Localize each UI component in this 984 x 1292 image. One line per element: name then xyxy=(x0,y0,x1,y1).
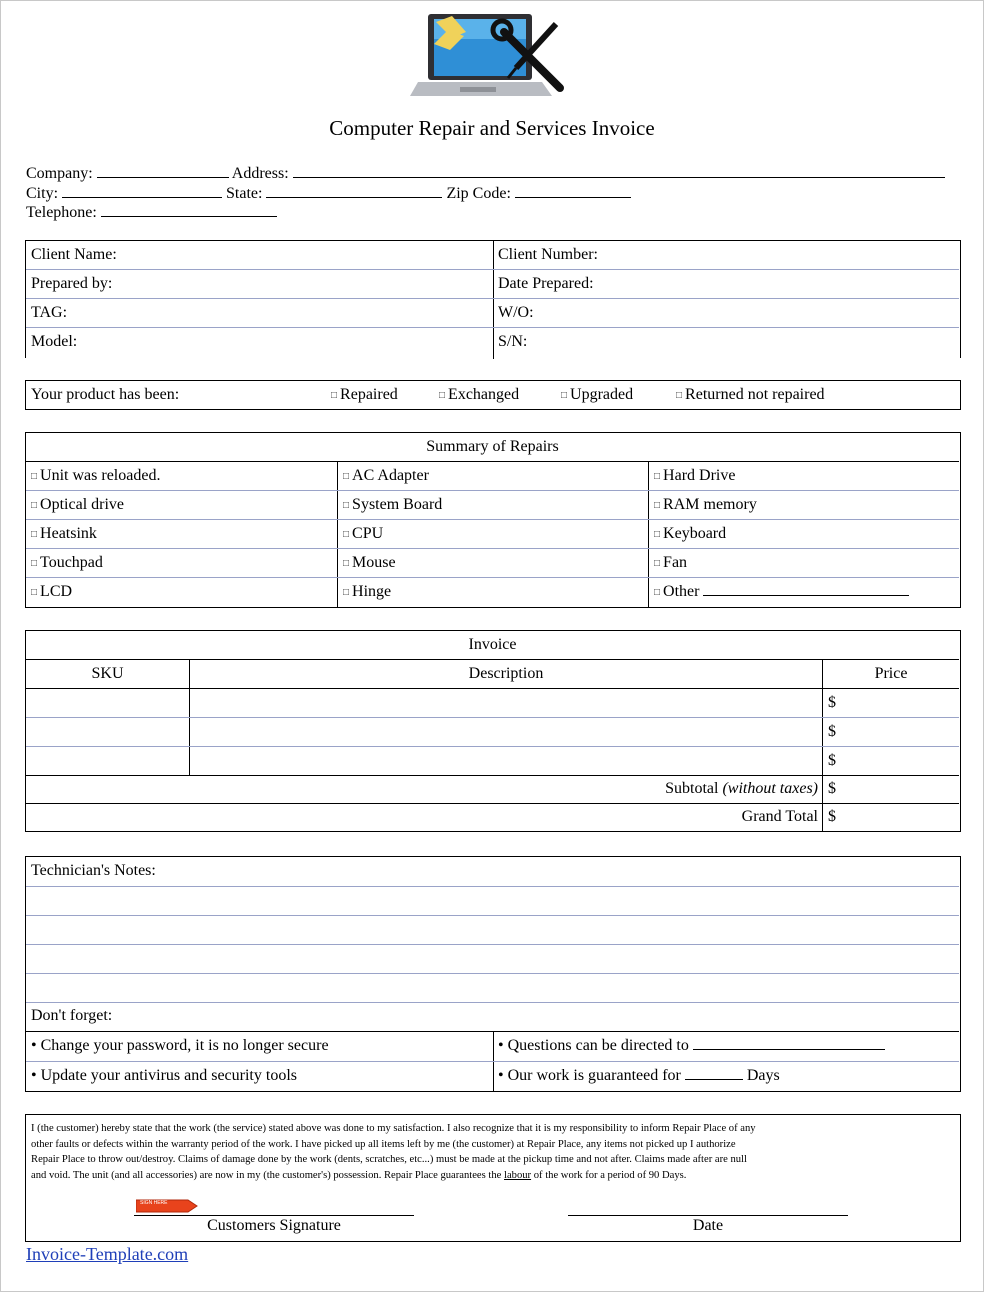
telephone-label: Telephone: xyxy=(26,204,97,221)
checkbox-icon: □ xyxy=(31,587,38,598)
option-repaired[interactable]: □ Repaired xyxy=(331,386,398,403)
tip-update-antivirus: • Update your antivirus and security tools xyxy=(31,1067,297,1084)
page-title: Computer Repair and Services Invoice xyxy=(329,116,655,140)
notes-line-2[interactable] xyxy=(26,916,959,944)
checkbox-icon: □ xyxy=(31,471,38,482)
model-field[interactable]: Model: xyxy=(31,333,78,350)
subtotal-label: Subtotal (without taxes) xyxy=(665,780,818,797)
telephone-field[interactable] xyxy=(101,201,277,217)
dont-forget-label: Don't forget: xyxy=(31,1007,113,1024)
tip-questions: • Questions can be directed to xyxy=(493,1032,885,1060)
client-name-field[interactable]: Client Name: xyxy=(31,246,117,263)
notes-line-1[interactable] xyxy=(26,887,959,915)
checkbox-icon: □ xyxy=(439,390,446,401)
invoice-title: Invoice xyxy=(468,636,517,653)
signature-line[interactable] xyxy=(134,1215,414,1216)
grand-total-value[interactable]: $ xyxy=(828,808,836,825)
wo-field[interactable]: W/O: xyxy=(498,304,534,321)
checkbox-icon: □ xyxy=(654,471,661,482)
repair-optical-drive[interactable]: □ Optical drive xyxy=(31,496,125,513)
repair-unit-reloaded[interactable]: □ Unit was reloaded. xyxy=(31,467,161,484)
price-cell-3[interactable]: $ xyxy=(828,752,836,769)
signature-label: Customers Signature xyxy=(207,1217,341,1234)
checkbox-icon: □ xyxy=(331,390,338,401)
col-sku: SKU xyxy=(91,665,124,682)
checkbox-icon: □ xyxy=(343,500,350,511)
zip-label: Zip Code: xyxy=(446,185,511,202)
city-label: City: xyxy=(26,185,59,202)
repair-fan[interactable]: □ Fan xyxy=(654,554,688,571)
checkbox-icon: □ xyxy=(343,587,350,598)
address-label: Address: xyxy=(231,165,289,182)
product-status-label: Your product has been: xyxy=(31,386,180,403)
checkbox-icon: □ xyxy=(31,529,38,540)
checkbox-icon: □ xyxy=(343,558,350,569)
date-line[interactable] xyxy=(568,1215,848,1216)
sign-here-tag-icon: SIGN HERE xyxy=(136,1198,198,1219)
prepared-by-field[interactable]: Prepared by: xyxy=(31,275,113,292)
repair-hard-drive[interactable]: □ Hard Drive xyxy=(654,467,736,484)
company-field[interactable] xyxy=(97,162,229,178)
agreement-section xyxy=(25,1114,961,1242)
repairs-title: Summary of Repairs xyxy=(426,438,559,455)
company-row xyxy=(26,162,966,183)
repair-ac-adapter[interactable]: □ AC Adapter xyxy=(343,467,429,484)
description-cell-2[interactable] xyxy=(190,718,822,746)
telephone-row xyxy=(26,201,277,222)
description-cell-1[interactable] xyxy=(190,689,822,717)
date-label: Date xyxy=(692,1217,724,1234)
tag-field[interactable]: TAG: xyxy=(31,304,68,321)
company-label: Company: xyxy=(26,165,93,182)
checkbox-icon: □ xyxy=(676,390,683,401)
invoice-table xyxy=(25,630,961,832)
repair-hinge[interactable]: □ Hinge xyxy=(343,583,392,600)
checkbox-icon: □ xyxy=(343,471,350,482)
laptop-with-tools-icon xyxy=(410,10,570,102)
option-upgraded[interactable]: □ Upgraded xyxy=(561,386,634,403)
product-status-row xyxy=(25,380,961,410)
repair-ram-memory[interactable]: □ RAM memory xyxy=(654,496,757,513)
tip-guarantee: • Our work is guaranteed for Days xyxy=(493,1062,780,1090)
notes-line-4[interactable] xyxy=(26,974,959,1002)
technician-notes-label: Technician's Notes: xyxy=(31,862,156,879)
sn-field[interactable]: S/N: xyxy=(498,333,528,350)
repair-cpu[interactable]: □ CPU xyxy=(343,525,384,542)
summary-of-repairs-table xyxy=(25,432,961,608)
checkbox-icon: □ xyxy=(654,587,661,598)
checkbox-icon: □ xyxy=(654,558,661,569)
guarantee-days-field[interactable] xyxy=(685,1064,743,1080)
agreement-text: I (the customer) hereby state that the work (the service) stated above was done to my satisfaction. I also recognize that it is my responsibility to inform Repair Place of any other faults or defects within the warranty period of the work. I have picked up all items left by me (the customer) at Repair Place, any items not picked up I authorize Repair Place to throw out/destroy. Claims of damage done by the work (dents, scratches, etc...) must be made at the pickup time and not after. Claims made after are null and void. The unit (and all accessories) are now in my (the customer's) possession. Repair Place guarantees the labour of the work for a period of 90 Days. xyxy=(31,1123,756,1181)
footer-link[interactable]: Invoice-Template.com xyxy=(26,1244,189,1264)
repair-touchpad[interactable]: □ Touchpad xyxy=(31,554,103,571)
checkbox-icon: □ xyxy=(654,529,661,540)
description-cell-3[interactable] xyxy=(190,747,822,775)
repair-system-board[interactable]: □ System Board xyxy=(343,496,443,513)
checkbox-icon: □ xyxy=(31,500,38,511)
option-exchanged[interactable]: □ Exchanged xyxy=(439,386,520,403)
repair-keyboard[interactable]: □ Keyboard xyxy=(654,525,727,542)
date-prepared-field[interactable]: Date Prepared: xyxy=(498,275,594,292)
col-price: Price xyxy=(874,665,908,682)
questions-contact-field[interactable] xyxy=(693,1034,885,1050)
state-field[interactable] xyxy=(266,182,442,198)
checkbox-icon: □ xyxy=(343,529,350,540)
city-row xyxy=(26,182,966,203)
other-field[interactable] xyxy=(703,580,909,596)
checkbox-icon: □ xyxy=(31,558,38,569)
tip-change-password: • Change your password, it is no longer secure xyxy=(31,1037,329,1054)
repair-heatsink[interactable]: □ Heatsink xyxy=(31,525,97,542)
repair-other[interactable]: □ Other xyxy=(649,578,909,608)
repair-mouse[interactable]: □ Mouse xyxy=(343,554,396,571)
sku-cell-2[interactable] xyxy=(26,718,189,746)
repair-lcd[interactable]: □ LCD xyxy=(31,583,73,600)
sku-cell-3[interactable] xyxy=(26,747,189,775)
price-cell-1[interactable]: $ xyxy=(828,694,836,711)
notes-line-3[interactable] xyxy=(26,945,959,973)
address-field[interactable] xyxy=(293,162,945,178)
state-label: State: xyxy=(226,185,263,202)
client-info-table xyxy=(25,240,961,358)
checkbox-icon: □ xyxy=(561,390,568,401)
client-number-field[interactable]: Client Number: xyxy=(498,246,598,263)
sku-cell-1[interactable] xyxy=(26,689,189,717)
option-returned-not-repaired[interactable]: □ Returned not repaired xyxy=(676,386,825,403)
zip-field[interactable] xyxy=(515,182,631,198)
city-field[interactable] xyxy=(62,182,222,198)
subtotal-value[interactable]: $ xyxy=(828,780,836,797)
grand-total-label: Grand Total xyxy=(741,808,818,825)
technician-notes-section xyxy=(25,856,961,1092)
checkbox-icon: □ xyxy=(654,500,661,511)
price-cell-2[interactable]: $ xyxy=(828,723,836,740)
col-description: Description xyxy=(468,665,544,682)
